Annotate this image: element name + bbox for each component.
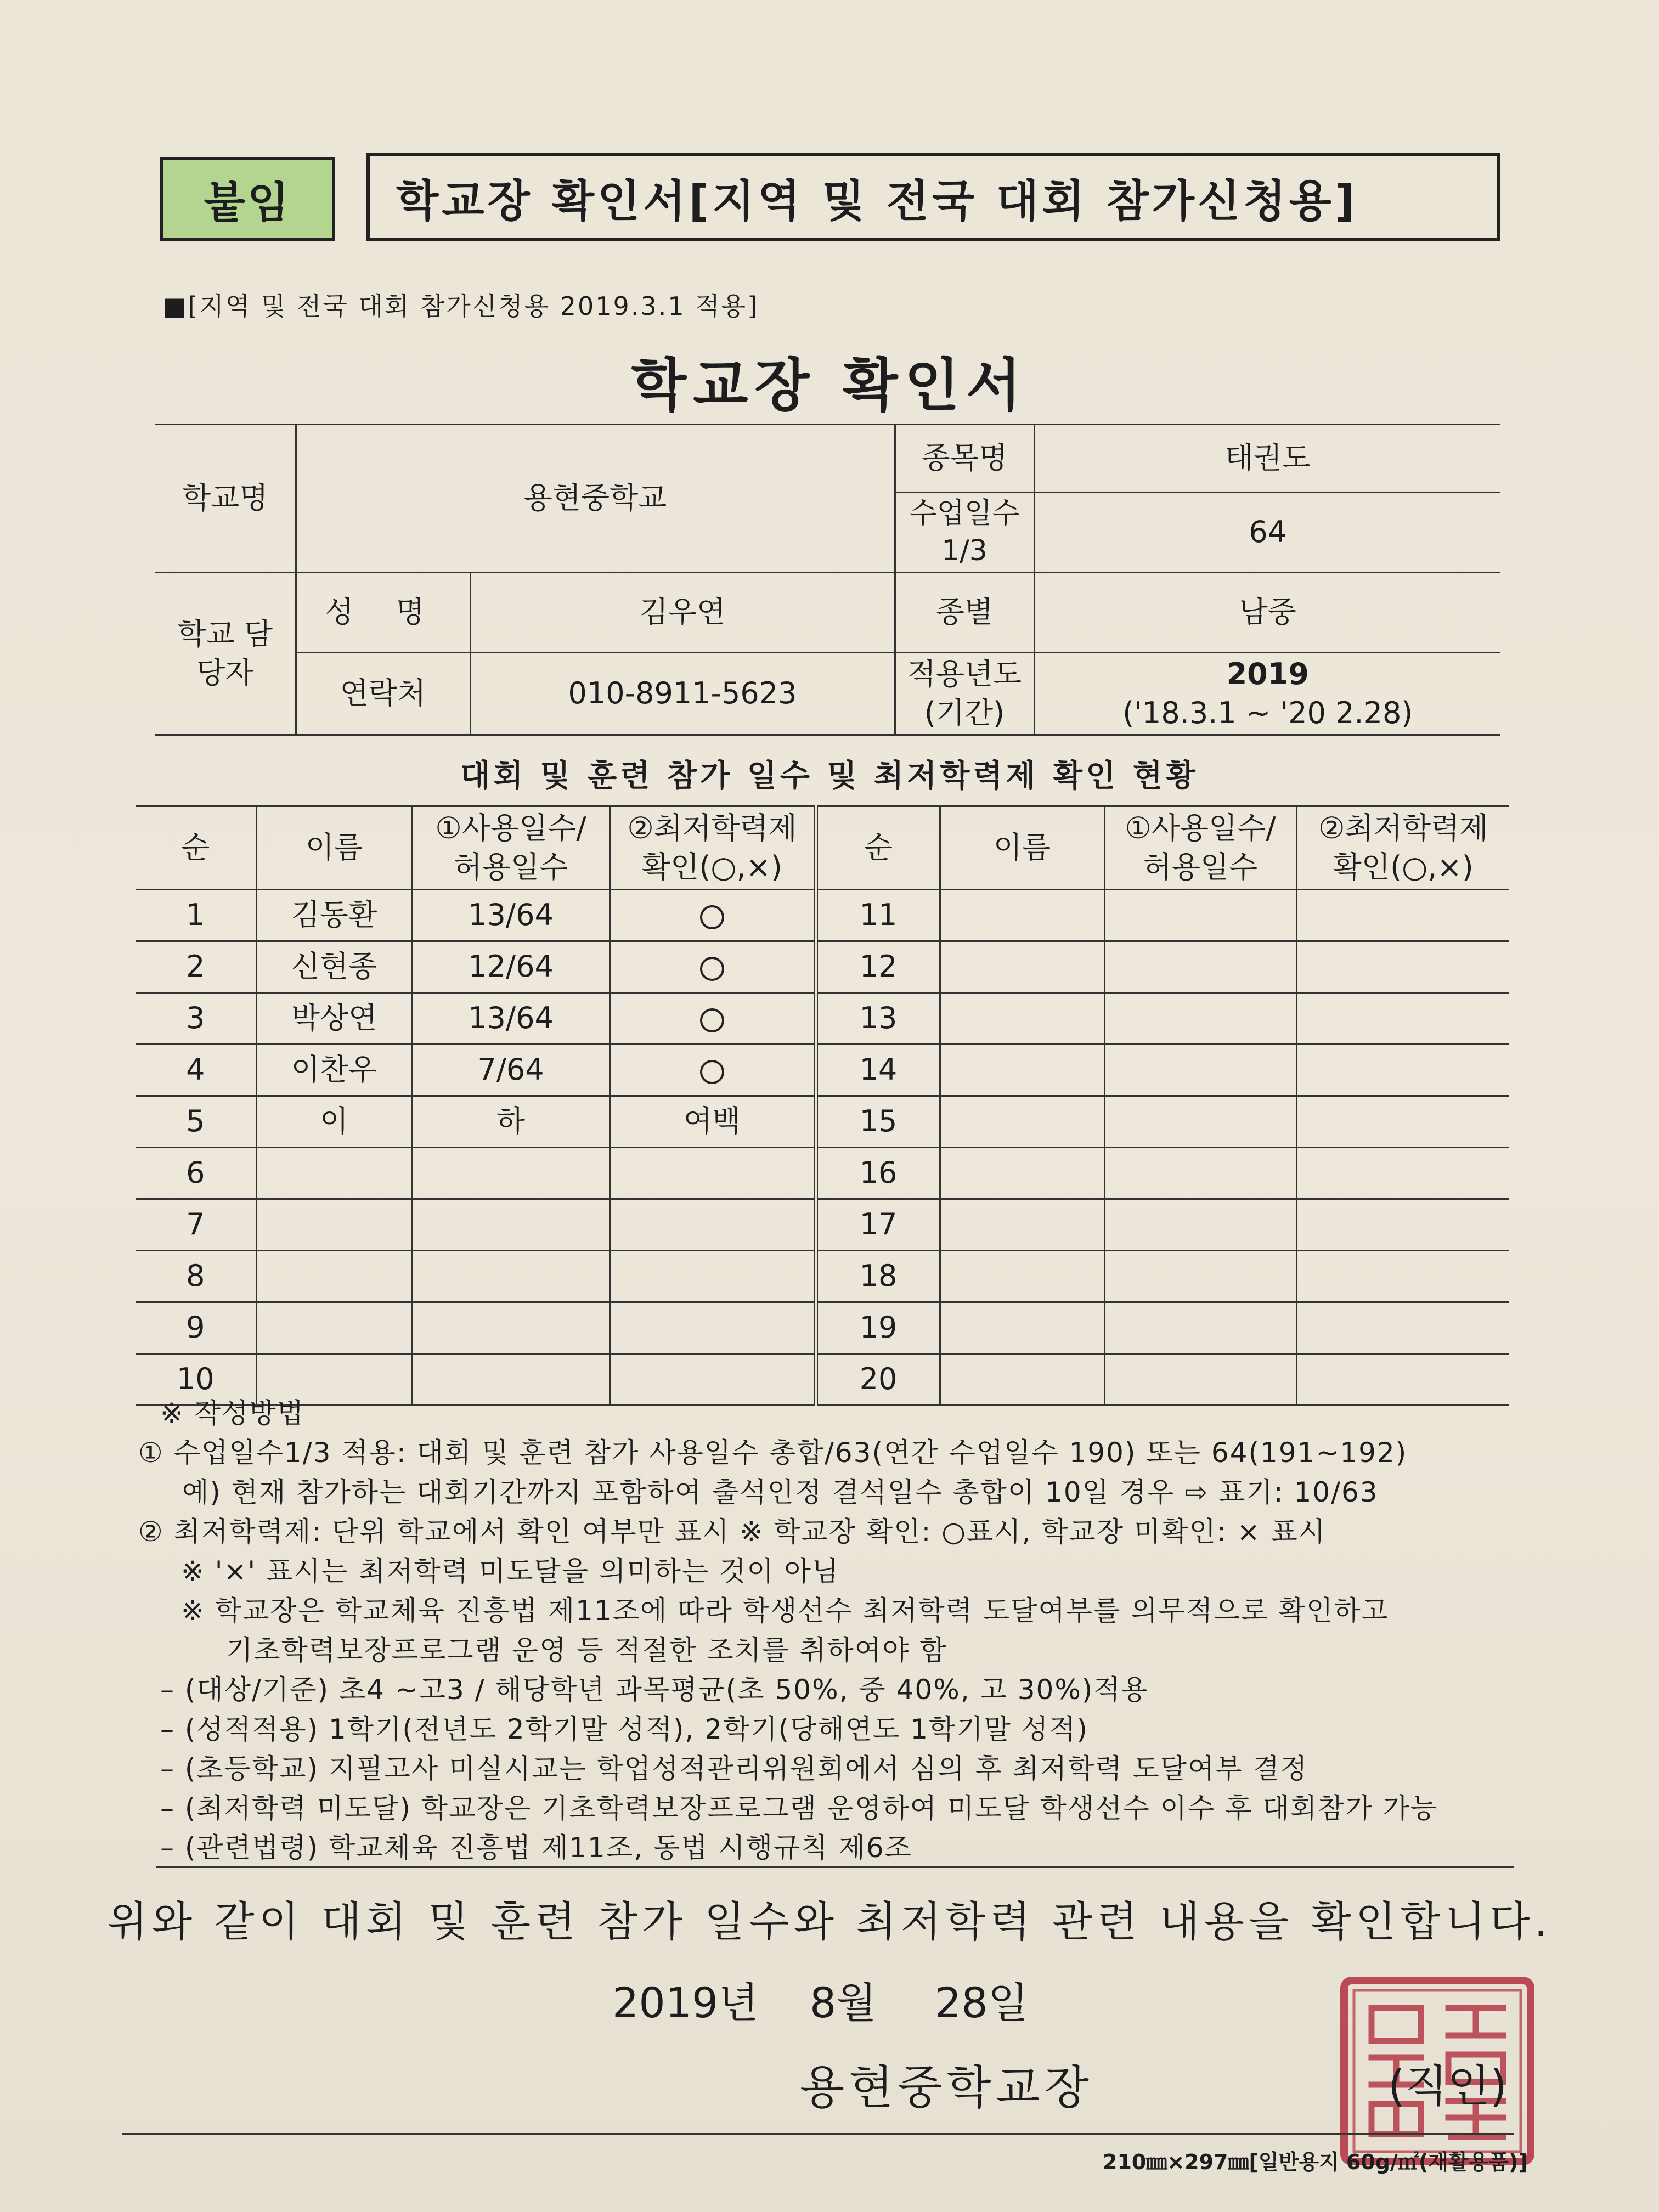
instruction-line: ① 수업일수1/3 적용: 대회 및 훈련 참가 사용일수 총합/63(연간 수업일수 190) 또는 64(191~192)	[138, 1437, 1408, 1469]
row-number: 8	[136, 1251, 256, 1302]
student-name: 이찬우	[256, 1045, 412, 1096]
school-info-table	[155, 424, 1500, 736]
paper-spec-footer: 210㎜×297㎜[일반용지 60g/㎡(재활용품)]	[1103, 2150, 1528, 2174]
table-row	[136, 1096, 1509, 1148]
student-name: 신현종	[256, 941, 412, 993]
table-row	[136, 1302, 1509, 1354]
row-number: 5	[136, 1096, 256, 1148]
status-rows	[136, 890, 1509, 1406]
used-days	[1104, 1096, 1296, 1148]
row-number: 6	[136, 1148, 256, 1199]
participation-status-table	[136, 805, 1509, 1406]
student-name	[940, 941, 1104, 993]
seal-label: (직인)	[1388, 2061, 1507, 2112]
instruction-line: 예) 현재 참가하는 대회기간까지 포함하여 출석인정 결석일수 총합이 10일 경우 ⇨ 표기: 10/63	[182, 1476, 1379, 1508]
min-academic-check	[1296, 1251, 1509, 1302]
instruction-line: ※ 학교장은 학교체육 진흥법 제11조에 따라 학생선수 최저학력 도달여부를 의무적으로 확인하고	[181, 1595, 1389, 1627]
date-year: 2019년	[612, 1978, 759, 2027]
attachment-tag: 붙임	[160, 157, 335, 241]
used-days	[412, 1251, 610, 1302]
manager-name-value: 김우연	[470, 573, 895, 653]
student-name	[256, 1148, 412, 1199]
min-academic-check	[610, 890, 816, 941]
division-label: 종별	[895, 573, 1034, 653]
student-name	[940, 1302, 1104, 1354]
class-days-value: 64	[1034, 493, 1500, 573]
school-name-value: 용현중학교	[296, 425, 895, 573]
row-number: 4	[136, 1045, 256, 1096]
circle-mark-icon	[700, 905, 724, 929]
row-number: 15	[816, 1096, 940, 1148]
student-name: 김동환	[256, 890, 412, 941]
row-number: 14	[816, 1045, 940, 1096]
year-cell	[1034, 653, 1500, 735]
min-academic-check	[1296, 1199, 1509, 1251]
table-row	[136, 993, 1509, 1045]
used-days	[412, 1199, 610, 1251]
student-name: 이	[256, 1096, 412, 1148]
min-academic-check	[1296, 993, 1509, 1045]
table-row	[136, 1148, 1509, 1199]
table-row	[136, 1199, 1509, 1251]
min-academic-check	[1296, 890, 1509, 941]
contact-label: 연락처	[296, 653, 470, 735]
used-days	[412, 1302, 610, 1354]
used-days	[1104, 890, 1296, 941]
row-number: 12	[816, 941, 940, 993]
min-academic-check	[1296, 941, 1509, 993]
row-number: 1	[136, 890, 256, 941]
instruction-line: – (최저학력 미도달) 학교장은 기초학력보장프로그램 운영하여 미도달 학생선수 이수 후 대회참가 가능	[160, 1792, 1438, 1824]
circle-mark-icon	[700, 957, 724, 981]
instructions-heading: ※ 작성방법	[160, 1397, 304, 1429]
used-days	[412, 1148, 610, 1199]
student-name	[256, 1251, 412, 1302]
min-academic-check: 여백	[610, 1096, 816, 1148]
used-days: 하	[412, 1096, 610, 1148]
row-number: 7	[136, 1199, 256, 1251]
min-academic-check	[610, 1302, 816, 1354]
sport-label: 종목명	[895, 425, 1034, 493]
row-number: 10	[136, 1354, 256, 1406]
min-academic-check	[1296, 1045, 1509, 1096]
table-row	[136, 890, 1509, 941]
col-header-no: 순	[816, 806, 940, 890]
min-academic-check	[1296, 1096, 1509, 1148]
year-value: 2019	[1226, 657, 1309, 692]
row-number: 17	[816, 1199, 940, 1251]
min-academic-check	[1296, 1148, 1509, 1199]
date-day: 28일	[935, 1978, 1029, 2027]
used-days	[1104, 941, 1296, 993]
student-name	[940, 1045, 1104, 1096]
circle-mark-icon	[700, 1008, 724, 1032]
row-number: 18	[816, 1251, 940, 1302]
row-number: 9	[136, 1302, 256, 1354]
division-value: 남중	[1034, 573, 1500, 653]
instruction-line: – (대상/기준) 초4 ~고3 / 해당학년 과목평균(초 50%, 중 40%, 고 30%)적용	[160, 1674, 1149, 1706]
min-academic-check	[610, 1199, 816, 1251]
page-title: 학교장 확인서	[631, 352, 1028, 419]
col-header-no: 순	[136, 806, 256, 890]
col-header-name: 이름	[256, 806, 412, 890]
student-name	[940, 890, 1104, 941]
used-days	[1104, 993, 1296, 1045]
min-academic-check	[610, 993, 816, 1045]
used-days	[1104, 1199, 1296, 1251]
min-academic-check	[1296, 1302, 1509, 1354]
divider	[122, 2133, 1514, 2135]
min-academic-check	[610, 1251, 816, 1302]
principal-title: 용현중학교장	[800, 2061, 1093, 2114]
instruction-line: 기초학력보장프로그램 운영 등 적절한 조치를 취하여야 함	[226, 1634, 947, 1666]
student-name	[940, 1251, 1104, 1302]
student-name	[940, 1096, 1104, 1148]
circle-mark-icon	[700, 1060, 724, 1084]
manager-name-label: 성 명	[296, 573, 470, 653]
writing-instructions	[138, 1393, 1521, 1867]
col-header-name: 이름	[940, 806, 1104, 890]
instruction-line: – (성적적용) 1학기(전년도 2학기말 성적), 2학기(당해연도 1학기말 성적)	[160, 1713, 1088, 1745]
used-days: 12/64	[412, 941, 610, 993]
min-academic-check	[610, 941, 816, 993]
student-name: 박상연	[256, 993, 412, 1045]
school-name-label: 학교명	[155, 425, 296, 573]
used-days: 13/64	[412, 993, 610, 1045]
class-days-label: 수업일수 1/3	[895, 493, 1034, 573]
row-number: 19	[816, 1302, 940, 1354]
instruction-line: – (관련법령) 학교체육 진흥법 제11조, 동법 시행규칙 제6조	[160, 1832, 912, 1864]
row-number: 13	[816, 993, 940, 1045]
col-header-check: ②최저학력제 확인(○,×)	[1296, 806, 1509, 890]
used-days	[1104, 1302, 1296, 1354]
table-row	[136, 1045, 1509, 1096]
min-academic-check	[610, 1148, 816, 1199]
used-days	[1104, 1251, 1296, 1302]
used-days	[1104, 1045, 1296, 1096]
row-number: 2	[136, 941, 256, 993]
school-manager-label: 학교 담당자	[155, 573, 296, 735]
col-header-check: ②최저학력제 확인(○,×)	[610, 806, 816, 890]
used-days: 13/64	[412, 890, 610, 941]
student-name	[940, 1148, 1104, 1199]
student-name	[256, 1199, 412, 1251]
divider	[156, 1866, 1514, 1868]
min-academic-check	[610, 1045, 816, 1096]
col-header-days: ①사용일수/ 허용일수	[1104, 806, 1296, 890]
document-header-title: 학교장 확인서[지역 및 전국 대회 참가신청용]	[366, 153, 1500, 241]
date-month: 8월	[810, 1978, 877, 2027]
used-days: 7/64	[412, 1045, 610, 1096]
used-days	[1104, 1148, 1296, 1199]
period-value: ('18.3.1 ~ '20 2.28)	[1122, 695, 1413, 730]
confirmation-statement: 위와 같이 대회 및 훈련 참가 일수와 최저학력 관련 내용을 확인합니다.	[107, 1897, 1552, 1946]
row-number: 3	[136, 993, 256, 1045]
table-row	[136, 1251, 1509, 1302]
row-number: 16	[816, 1148, 940, 1199]
sport-value: 태권도	[1034, 425, 1500, 493]
contact-value: 010-8911-5623	[470, 653, 895, 735]
year-label: 적용년도 (기간)	[895, 653, 1034, 735]
row-number: 11	[816, 890, 940, 941]
status-section-heading: 대회 및 훈련 참가 일수 및 최저학력제 확인 현황	[460, 758, 1199, 794]
student-name	[940, 993, 1104, 1045]
student-name	[940, 1199, 1104, 1251]
applicability-note: ■[지역 및 전국 대회 참가신청용 2019.3.1 적용]	[162, 291, 759, 321]
col-header-days: ①사용일수/ 허용일수	[412, 806, 610, 890]
table-row	[136, 941, 1509, 993]
instruction-line: ※ '×' 표시는 최저학력 미도달을 의미하는 것이 아님	[181, 1555, 840, 1587]
instruction-line: ② 최저학력제: 단위 학교에서 확인 여부만 표시 ※ 학교장 확인: ○표시, 학교장 미확인: × 표시	[138, 1516, 1327, 1548]
instruction-line: – (초등학교) 지필고사 미실시교는 학업성적관리위원회에서 심의 후 최저학력 도달여부 결정	[160, 1753, 1308, 1785]
row-number: 20	[816, 1354, 940, 1406]
student-name	[256, 1302, 412, 1354]
